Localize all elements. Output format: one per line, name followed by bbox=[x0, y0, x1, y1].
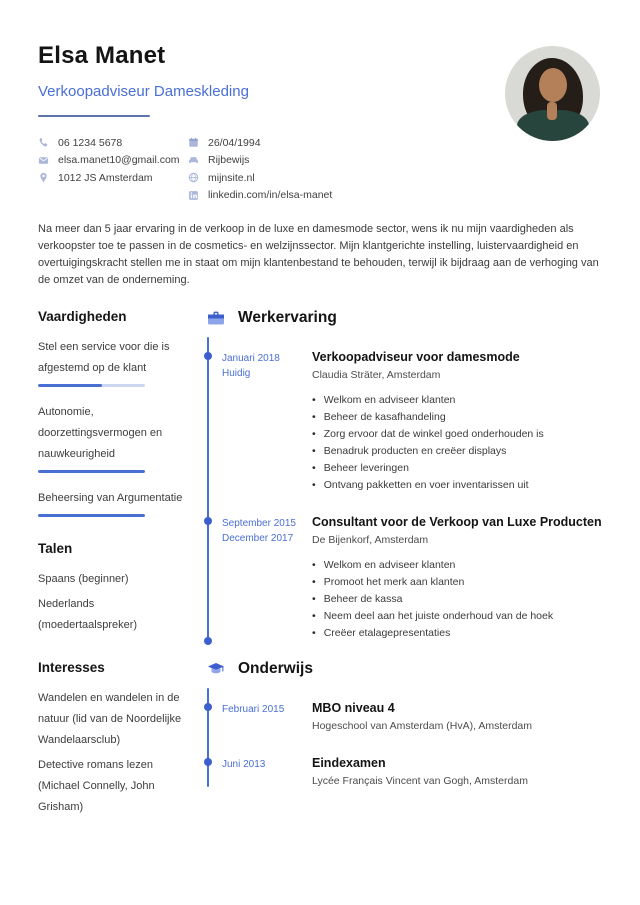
education-entry bbox=[222, 755, 602, 787]
bullet-item bbox=[312, 426, 602, 443]
work-entry-body bbox=[312, 349, 602, 494]
contact-phone bbox=[38, 137, 164, 149]
photo-arm-shape bbox=[547, 102, 557, 120]
work-section-header bbox=[207, 309, 602, 327]
bullet-item bbox=[312, 557, 602, 574]
education-entry bbox=[222, 700, 602, 732]
work-entry-bullets bbox=[312, 392, 602, 494]
bullet-text: Welkom en adviseer klanten bbox=[323, 394, 456, 406]
skill-item bbox=[38, 488, 185, 517]
education-entry-dates bbox=[222, 700, 312, 732]
date-from: September 2015 bbox=[222, 518, 296, 529]
sidebar bbox=[38, 309, 185, 842]
skill-item bbox=[38, 337, 185, 387]
date: Juni 2013 bbox=[222, 759, 266, 770]
skill-label: Autonomie, doorzettingsvermogen en nauwkeurigheid bbox=[38, 406, 163, 460]
photo-face-shape bbox=[539, 68, 567, 102]
education-entry-title: Eindexamen bbox=[312, 756, 386, 770]
interest-item: Wandelen en wandelen in de natuur (lid van de Noordelijke Wandelaarsclub) bbox=[38, 692, 182, 746]
work-entry-dates bbox=[222, 514, 312, 642]
interest-item: Detective romans lezen (Michael Connelly, John Grisham) bbox=[38, 759, 155, 813]
work-entry-dates bbox=[222, 349, 312, 494]
bullet-item bbox=[312, 392, 602, 409]
graduation-cap-icon bbox=[207, 661, 225, 677]
briefcase-icon bbox=[207, 310, 225, 326]
email-icon bbox=[38, 155, 49, 166]
bullet-marker: • bbox=[312, 627, 316, 639]
skill-level-bar bbox=[38, 514, 145, 517]
contact-birthdate bbox=[188, 137, 332, 149]
languages-section bbox=[38, 541, 185, 636]
work-entry-title: Verkoopadviseur voor damesmode bbox=[312, 350, 520, 364]
main-columns bbox=[0, 289, 640, 842]
contact-address bbox=[38, 172, 164, 184]
bullet-marker: • bbox=[312, 428, 316, 440]
bullet-text: Creëer etalagepresentaties bbox=[323, 627, 451, 639]
work-experience-section bbox=[207, 309, 602, 642]
work-entry-title: Consultant voor de Verkoop van Luxe Producten bbox=[312, 515, 602, 529]
work-entry bbox=[222, 349, 602, 494]
bullet-text: Welkom en adviseer klanten bbox=[323, 559, 456, 571]
languages-heading: Talen bbox=[38, 541, 73, 556]
bullet-text: Ontvang pakketten en voer inventarissen uit bbox=[323, 479, 529, 491]
bullet-item bbox=[312, 591, 602, 608]
bullet-marker: • bbox=[312, 479, 316, 491]
date: Februari 2015 bbox=[222, 704, 285, 715]
work-section-title: Werkervaring bbox=[238, 309, 337, 326]
skill-item bbox=[38, 402, 185, 473]
skill-level-fill bbox=[38, 470, 145, 473]
skill-level-fill bbox=[38, 384, 102, 387]
bullet-marker: • bbox=[312, 559, 316, 571]
skill-level-bar bbox=[38, 384, 145, 387]
skills-heading: Vaardigheden bbox=[38, 309, 127, 324]
car-icon bbox=[188, 155, 199, 166]
location-pin-icon bbox=[38, 172, 49, 183]
profile-photo bbox=[505, 46, 600, 141]
contact-phone-value: 06 1234 5678 bbox=[58, 136, 123, 149]
bullet-text: Beheer de kasafhandeling bbox=[323, 411, 446, 423]
linkedin-icon bbox=[188, 190, 199, 201]
education-entry-dates bbox=[222, 755, 312, 787]
contact-column-left bbox=[38, 136, 180, 201]
education-entry-body bbox=[312, 755, 602, 787]
skill-label: Beheersing van Argumentatie bbox=[38, 492, 183, 504]
bullet-text: Promoot het merk aan klanten bbox=[323, 576, 465, 588]
bullet-item bbox=[312, 574, 602, 591]
work-entry-organization: Claudia Sträter, Amsterdam bbox=[312, 369, 441, 381]
skills-section bbox=[38, 309, 185, 517]
education-section-title: Onderwijs bbox=[238, 660, 313, 677]
bullet-text: Neem deel aan het juiste onderhoud van de hoek bbox=[323, 610, 554, 622]
contact-drivers-license-value: Rijbewijs bbox=[208, 154, 250, 167]
language-item: Nederlands (moedertaalspreker) bbox=[38, 598, 138, 631]
contact-email bbox=[38, 154, 180, 167]
education-entry-body bbox=[312, 700, 602, 732]
date-to: December 2017 bbox=[222, 533, 294, 544]
language-item: Spaans (beginner) bbox=[38, 573, 129, 585]
phone-icon bbox=[38, 137, 49, 148]
contact-linkedin bbox=[188, 190, 332, 202]
bullet-item bbox=[312, 608, 602, 625]
bullet-marker: • bbox=[312, 394, 316, 406]
job-title: Verkoopadviseur Dameskleding bbox=[38, 83, 249, 100]
work-entry-bullets bbox=[312, 557, 602, 642]
bullet-text: Benadruk producten en creëer displays bbox=[323, 445, 507, 457]
bullet-item bbox=[312, 625, 602, 642]
work-entry-organization: De Bijenkorf, Amsterdam bbox=[312, 534, 429, 546]
date-from: Januari 2018 bbox=[222, 353, 280, 364]
profile-summary: Na meer dan 5 jaar ervaring in de verkoop in de luxe en damesmode sector, wens ik nu mijn vaardigheden als verkoopster toe te passen in de cosmetics- en welzijnssector. Mijn klantgerichte instelling, luistervaardigheid en overtuigingskracht stellen me in staat om mijn klantenbestand te behouden, terwijl ik bijdraag aan de verhoging van de omzet van de onderneming. bbox=[38, 223, 599, 286]
bullet-marker: • bbox=[312, 445, 316, 457]
education-section bbox=[207, 660, 602, 787]
calendar-icon bbox=[188, 137, 199, 148]
education-entry-organization: Hogeschool van Amsterdam (HvA), Amsterdam bbox=[312, 720, 532, 732]
globe-icon bbox=[188, 172, 199, 183]
person-name: Elsa Manet bbox=[38, 42, 166, 69]
bullet-marker: • bbox=[312, 610, 316, 622]
work-entry bbox=[222, 514, 602, 642]
education-entry-organization: Lycée Français Vincent van Gogh, Amsterdam bbox=[312, 775, 528, 787]
bullet-marker: • bbox=[312, 411, 316, 423]
bullet-item bbox=[312, 409, 602, 426]
bullet-item bbox=[312, 443, 602, 460]
bullet-marker: • bbox=[312, 462, 316, 474]
contact-website bbox=[188, 172, 332, 184]
skill-level-fill bbox=[38, 514, 145, 517]
bullet-marker: • bbox=[312, 576, 316, 588]
bullet-text: Zorg ervoor dat de winkel goed onderhouden is bbox=[323, 428, 544, 440]
education-section-header bbox=[207, 660, 602, 678]
contact-column-right bbox=[188, 137, 332, 201]
content-column bbox=[207, 309, 602, 842]
skill-level-bar bbox=[38, 470, 145, 473]
interests-heading: Interesses bbox=[38, 660, 105, 675]
date-to: Huidig bbox=[222, 368, 251, 379]
skill-label: Stel een service voor die is afgestemd op de klant bbox=[38, 341, 170, 374]
work-timeline bbox=[207, 349, 602, 642]
contact-birthdate-value: 26/04/1994 bbox=[208, 136, 261, 149]
bullet-text: Beheer de kassa bbox=[323, 593, 403, 605]
bullet-item bbox=[312, 477, 602, 494]
bullet-item bbox=[312, 460, 602, 477]
contact-linkedin-value: linkedin.com/in/elsa-manet bbox=[208, 189, 333, 202]
contact-drivers-license bbox=[188, 155, 332, 167]
bullet-text: Beheer leveringen bbox=[323, 462, 409, 474]
contact-website-value: mijnsite.nl bbox=[208, 171, 255, 184]
contact-address-value: 1012 JS Amsterdam bbox=[58, 171, 153, 184]
bullet-marker: • bbox=[312, 593, 316, 605]
contact-email-value: elsa.manet10@gmail.com bbox=[58, 154, 180, 167]
education-entry-title: MBO niveau 4 bbox=[312, 701, 395, 715]
interests-section bbox=[38, 660, 185, 818]
work-entry-body bbox=[312, 514, 602, 642]
education-timeline bbox=[207, 700, 602, 787]
